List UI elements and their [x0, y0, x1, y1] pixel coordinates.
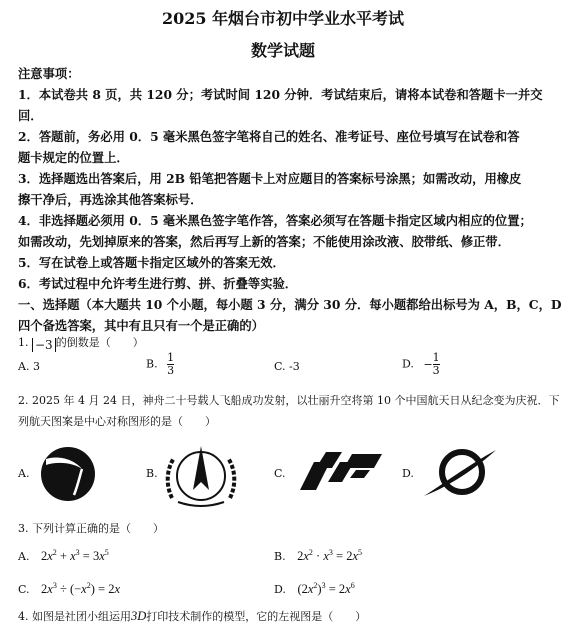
notice-line: 3．选择题选出答案后，用 2B 铅笔把答题卡上对应题目的答案标号涂黑；如需改动，用橡皮 [18, 171, 522, 186]
notice-line: 4．非选择题必须用 0．5 毫米黑色签字笔作答，答案必须写在答题卡指定区域内相应的位置； [18, 213, 532, 228]
q3-option-c: C. $2x^3 \div (-x^2) = 2x$ [18, 581, 121, 597]
notice-line: 如需改动，先划掉原来的答案，然后再写上新的答案；不能使用涂改液、胶带纸、修正带． [18, 234, 510, 249]
exam-title: 2025 年烟台市初中学业水平考试 [161, 9, 405, 28]
q2-label-d: D. [402, 467, 414, 480]
question-3-stem: 3. 下列计算正确的是（ ） [18, 522, 164, 535]
space-logo-b-image [158, 440, 244, 508]
q2-label-b: B. [146, 467, 158, 480]
q3-option-b: B. $2x^2 \cdot x^3 = 2x^5$ [274, 548, 363, 564]
question-1-stem: 1. −3 的倒数是（ ） [18, 336, 144, 352]
q3-option-d: D. $(2x^2)^3 = 2x^6$ [274, 581, 355, 597]
q1-option-d: D. − $\frac{1}{3}$ [402, 351, 440, 377]
notice-line: 擦干净后，再选涂其他答案标号． [18, 192, 203, 207]
notice-line: 2．答题前，务必用 0．5 毫米黑色签字笔将自己的姓名、准考证号、座位号填写在试卷和答 [18, 129, 520, 144]
q1-option-b: B. $\frac{1}{3}$ [146, 351, 175, 377]
q3-option-a: A. $2x^2 + x^3 = 3x^5$ [18, 548, 109, 564]
q1-option-c: C. -3 [274, 360, 300, 373]
question-2-stem: 2. 2025 年 4 月 24 日，神舟二十号载人飞船成功发射，以壮丽升空将第 10 个中国航天日从纪念变为庆祝．下 [18, 394, 560, 407]
question-2-stem-cont: 列航天图案是中心对称图形的是（ ） [18, 415, 216, 428]
notice-line: 5．写在试卷上或答题卡指定区域外的答案无效． [18, 255, 285, 270]
notice-line: 1．本试卷共 8 页，共 120 分；考试时间 120 分钟．考试结束后，请将本试卷和答题卡一并交 [18, 87, 543, 102]
space-logo-c-image [290, 448, 388, 496]
section-heading-cont: 四个备选答案，其中有且只有一个是正确的） [18, 318, 264, 333]
q2-label-a: A. [18, 467, 30, 480]
q2-label-c: C. [274, 467, 286, 480]
space-logo-d-image [420, 444, 500, 500]
space-logo-a-image [38, 445, 98, 503]
section-heading: 一、选择题（本大题共 10 个小题，每小题 3 分，满分 30 分．每小题都给出标号为 A，B，C，D [18, 297, 562, 312]
paper-subtitle: 数学试题 [250, 41, 315, 60]
question-4-stem: 4. 如图是社团小组运用3D打印技术制作的模型，它的左视图是（ ） [18, 609, 367, 623]
notice-line: 题卡规定的位置上． [18, 150, 129, 165]
absolute-value-expr: −3 [32, 338, 56, 352]
notice-line: 6．考试过程中允许考生进行剪、拼、折叠等实验． [18, 276, 298, 291]
notice-line: 回． [18, 108, 43, 123]
q1-option-a: A. 3 [18, 360, 40, 373]
notice-heading: 注意事项： [18, 66, 80, 81]
